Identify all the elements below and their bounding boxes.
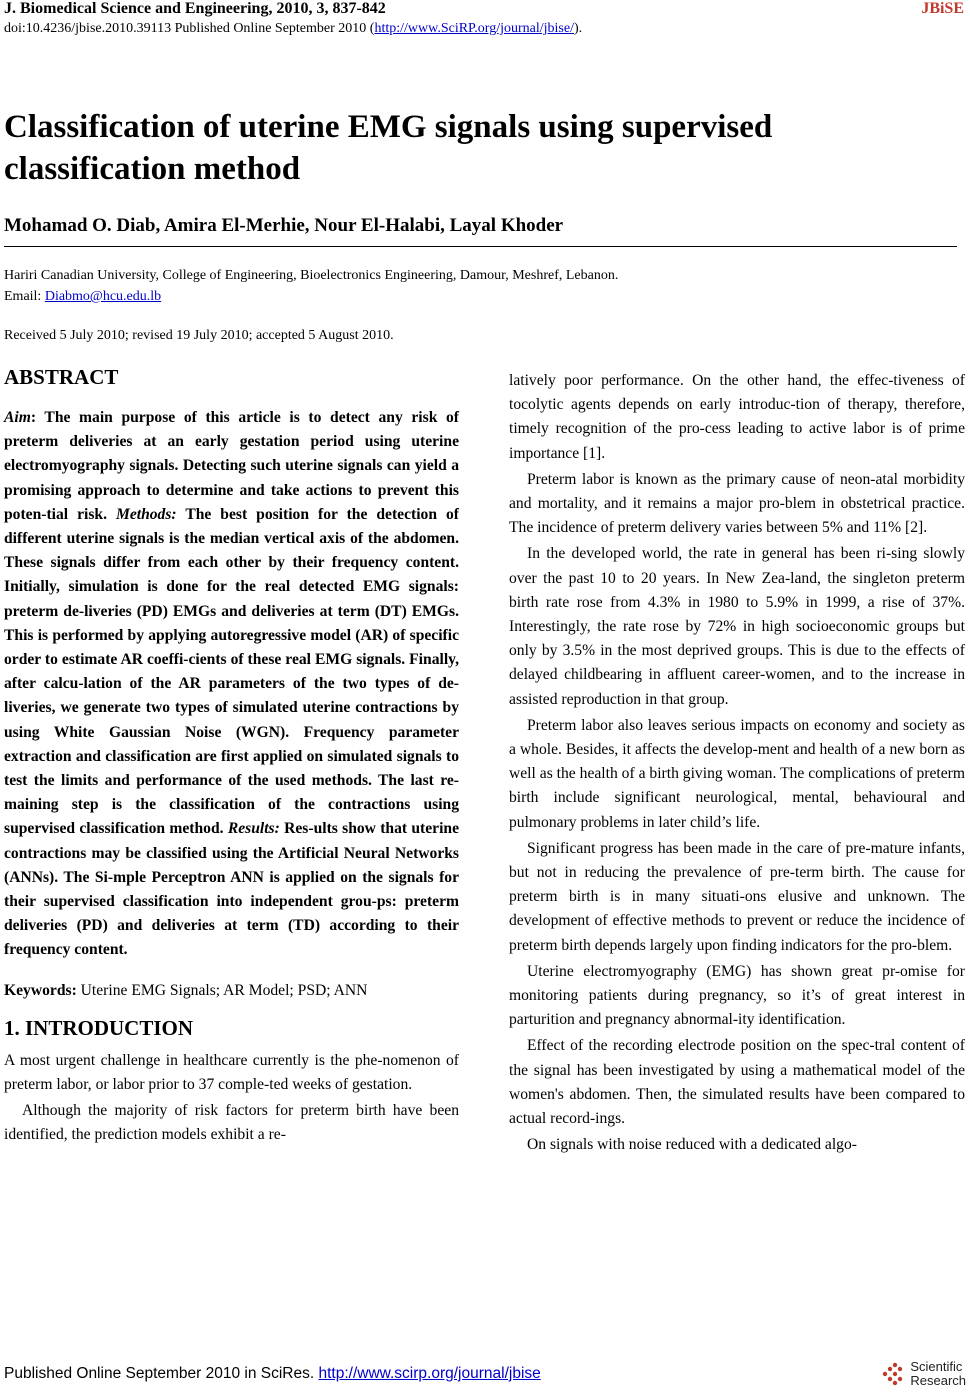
email-link[interactable]: Diabmo@hcu.edu.lb [44,289,162,304]
logo-text [910,1360,966,1388]
intro-paragraph-2: Although the majority of risk factors for preterm birth have been identified, the prediction models exhibit a re- [4,1102,459,1144]
body-paragraph-2: In the developed world, the rate in general has been ri-sing slowly over the past 10 to 20 years. In New Zea-land, the singleton preterm birth rate rose from 4.3% in 1980 to 5.9% in 1999, a rise of 37%. Interestingly, the rate rose by 72% in high socioeconomic groups but only by 3.5% in the most deprived groups. This is due to the effects of delayed childbearing in affluent career-women, and to the increase in assisted reproduction in that group. [509,545,965,708]
logo-line-2: Research [910,1373,966,1388]
email-line [4,286,618,307]
methods-label: Methods: [115,505,177,523]
left-column [4,365,459,1147]
results-label: Results: [227,820,280,838]
aim-label: Aim [4,409,31,426]
body-paragraph-4: Significant progress has been made in the care of pre-mature infants, but not in reducing the prevalence of pre-term birth. The cause for preterm birth is in many situati-ons elusive and unknown. The development of effective methods to prevent or reduce the incidence of preterm birth depends largely upon finding indicators for the pro-blem. [509,839,965,954]
paper-title: Classification of uterine EMG signals using supervised classification method [4,109,773,187]
intro-paragraph-1: A most urgent challenge in healthcare currently is the phe-nomenon of preterm labor, or labor prior to 37 comple-ted weeks of gestation. [4,1051,459,1093]
email-label: Email: [4,289,45,304]
scientific-research-logo-icon [880,1361,906,1387]
doi-prefix: doi:10.4236/jbise.2010.39113 Published Online September 2010 ( [4,21,375,36]
body-paragraph-7: On signals with noise reduced with a dedicated algo- [527,1136,857,1154]
doi-line [4,21,582,37]
received-dates: Received 5 July 2010; revised 19 July 2010; accepted 5 August 2010. [4,328,394,343]
abstract-heading: ABSTRACT [4,365,119,389]
right-column [509,369,965,1158]
body-paragraph-1: Preterm labor is known as the primary cause of neon-atal morbidity and mortality, and it remains a major pro-blem in obstetrical practice. The incidence of preterm delivery varies between 5% and 11% [2]. [509,470,965,537]
doi-suffix: ). [573,21,583,36]
keywords-label: Keywords: [4,981,77,999]
journal-abbrev: JBiSE [921,0,964,17]
journal-link[interactable]: http://www.SciRP.org/journal/jbise/ [374,21,574,36]
scientific-research-logo [880,1360,966,1388]
keywords-text: Uterine EMG Signals; AR Model; PSD; ANN [76,981,368,999]
affiliation-block [4,265,618,307]
body-paragraph-6: Effect of the recording electrode position on the spec-tral content of the signal has been investigated by using a mathematical model of the women's abdomen. Then, the simulated results have been compared to actual record-ings. [509,1037,965,1128]
methods-text: The best position for the detection of different uterine signals is the median vertical axis of the abdomen. These signals differ from each other by their frequency content. Initially, simulation is done for the real detected EMG signals: preterm de-liveries (PD) EMGs and deliveries at term (DT) EMGs. This is performed by applying autoregressive model (AR) of specific order to estimate AR coeffi-cients of these real EMG signals. Finally, after calcu-lation of the AR parameters of the two types of de-liveries, we generate two types of simulated uterine contractions by using White Gaussian Noise (WGN). Frequency parameter extraction and classification are first applied on simulated signals to test the limits and performance of the used methods. The last re-maining step is the classification of the contractions using supervised classification method. [4,505,459,838]
abstract-text [4,406,459,963]
journal-header: J. Biomedical Science and Engineering, 2010, 3, 837-842 [4,0,386,17]
logo-line-1: Scientific [910,1359,963,1374]
keywords [4,982,459,1000]
affiliation: Hariri Canadian University, College of Engineering, Bioelectronics Engineering, Damour, Meshref, Lebanon. [4,268,619,283]
body-paragraph-0: latively poor performance. On the other hand, the effec-tiveness of tocolytic agents depends on early introduc-tion of therapy, therefore, timely recognition of the pro-cess leading to active labor is of prime importance [1]. [509,372,965,462]
footer-link[interactable]: http://www.scirp.org/journal/jbise [318,1365,541,1382]
body-paragraph-5: Uterine electromyography (EMG) has shown great pr-omise for monitoring patients during pregnancy, so it’s of great interest in parturition and pregnancy abnormal-ity identification. [509,962,965,1029]
footer-label: Published Online September 2010 in SciRes. [4,1365,319,1382]
divider [4,246,957,247]
body-paragraph-3: Preterm labor also leaves serious impacts on economy and society as a whole. Besides, it affects the develop-ment and health of a new born as well as the health of a birth giving woman. The complications of preterm birth include significant neurological, mental, behavioural and pulmonary problems in later child’s life. [509,716,965,831]
footer-text [4,1365,541,1383]
authors: Mohamad O. Diab, Amira El-Merhie, Nour El-Halabi, Layal Khoder [4,215,564,236]
intro-heading: 1. INTRODUCTION [4,1015,194,1040]
results-text: Res-ults show that uterine contractions may be classified using the Artificial Neural Networks (ANNs). The Si-mple Perceptron ANN is applied on the signals for their supervised classification into independent grou-ps: preterm deliveries (PD) and deliveries at term (TD) according to their frequency content. [4,820,459,959]
aim-text: : The main purpose of this article is to detect any risk of preterm deliveries at an early gestation period using uterine electromyography signals. Detecting such uterine signals can yield a promising approach to determine and take actions to prevent this poten-tial risk. [4,409,459,523]
